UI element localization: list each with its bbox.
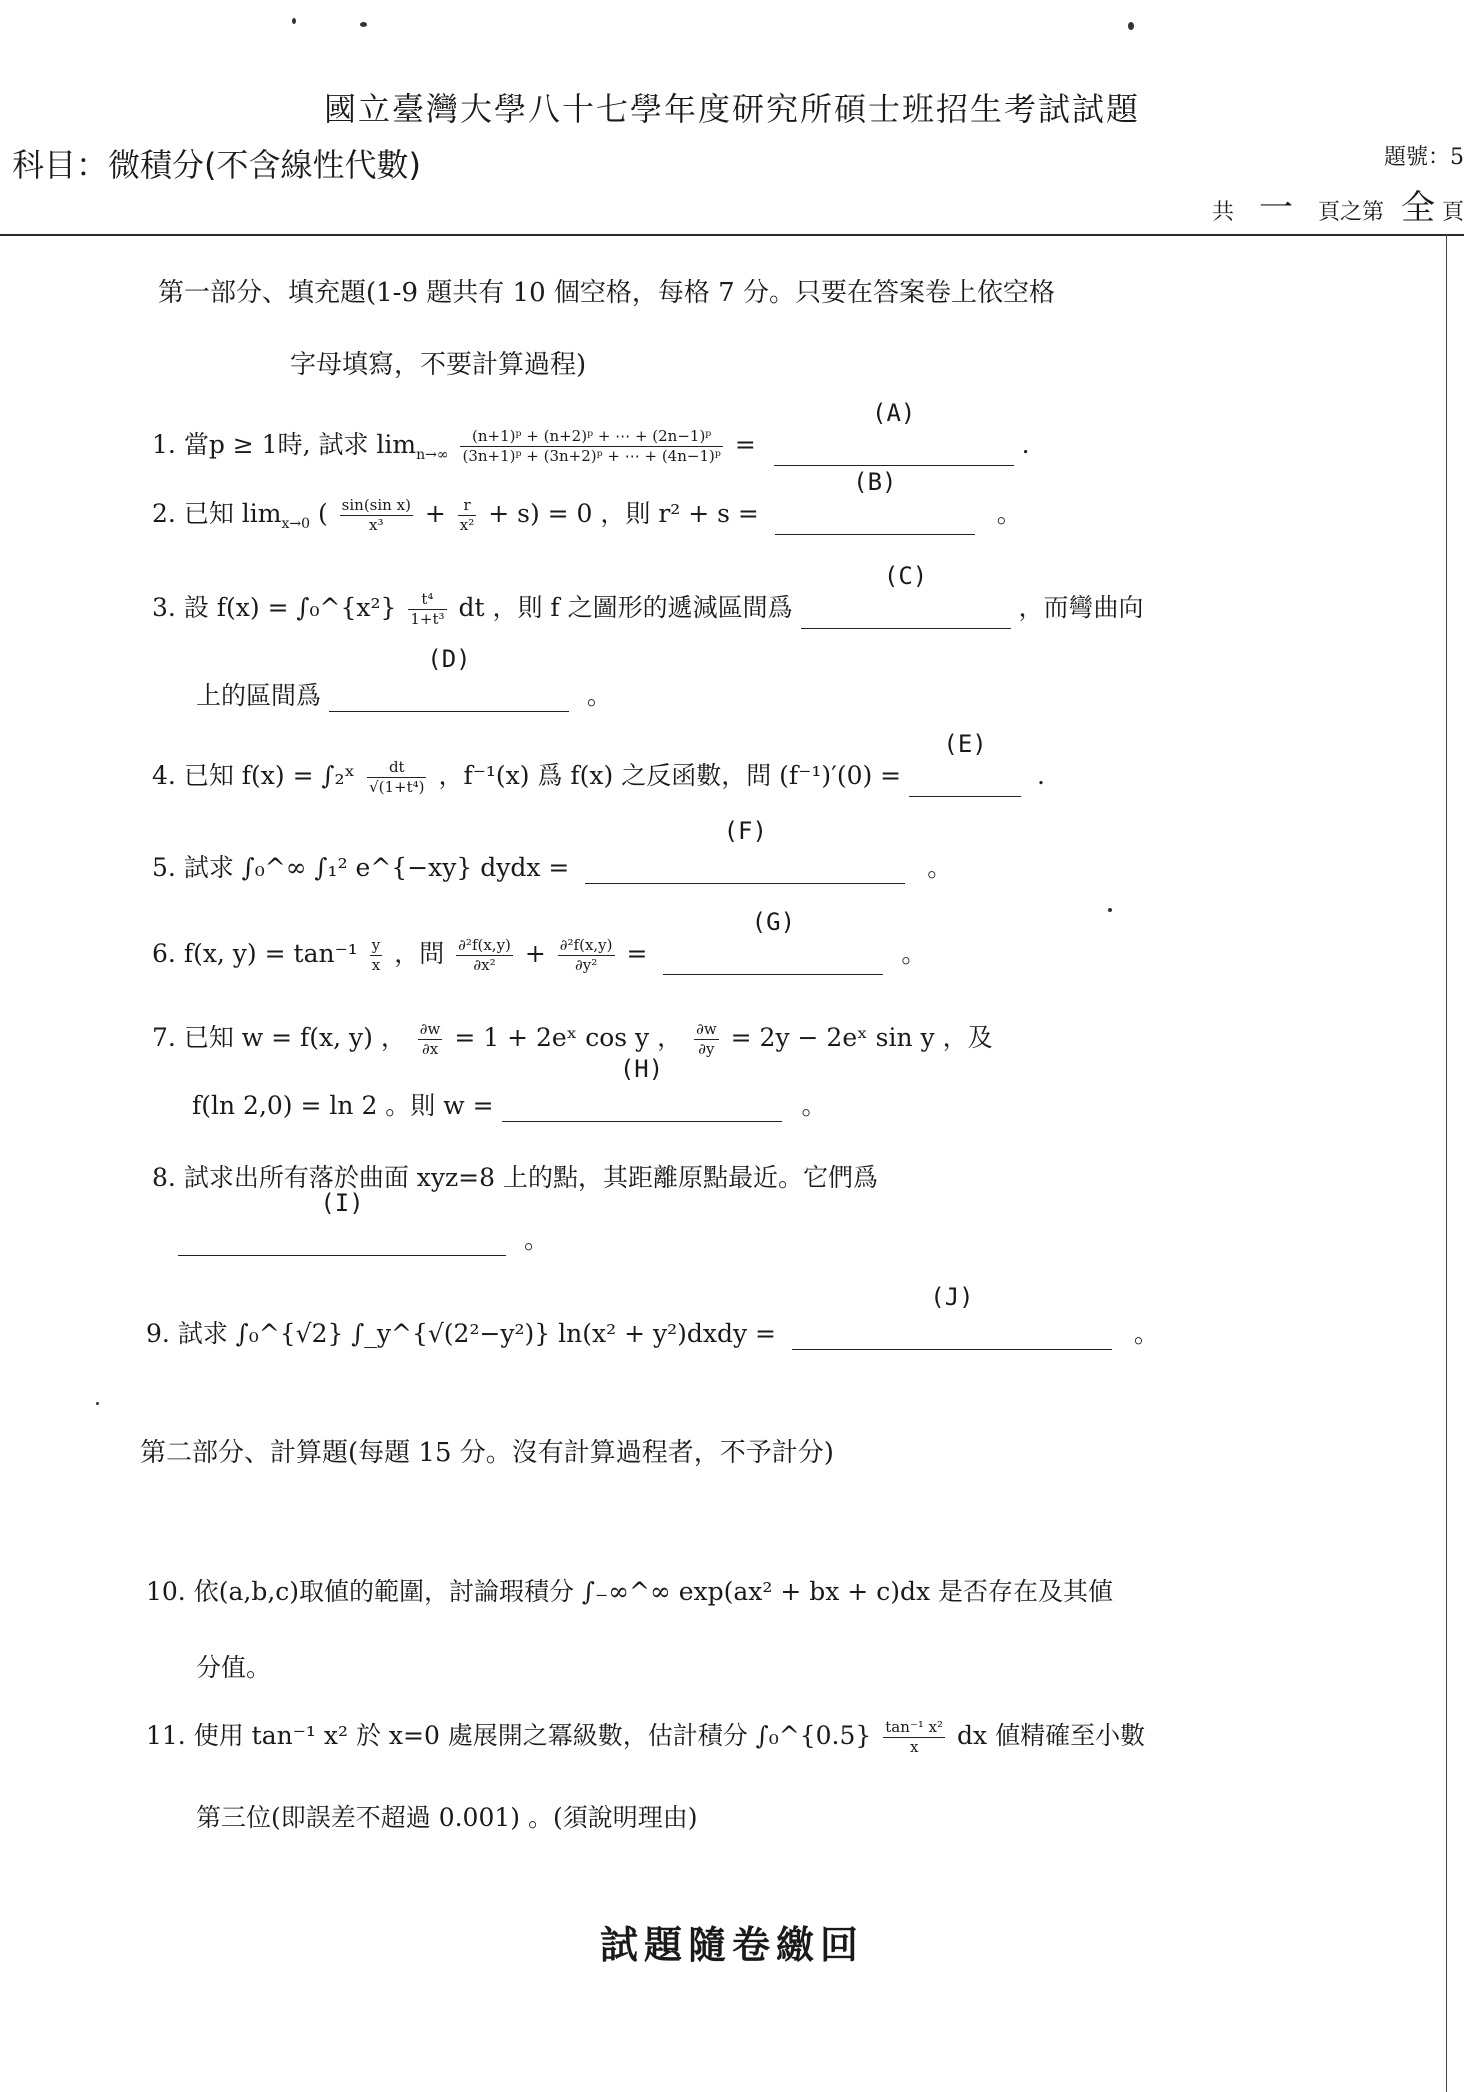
- part1-heading-line1: 第一部分、填充題(1-9 題共有 10 個空格，每格 7 分。只要在答案卷上依空格: [158, 278, 1055, 308]
- scan-speck: [1128, 22, 1134, 30]
- right-margin-line: [1446, 234, 1447, 2092]
- part2-heading: 第二部分、計算題(每題 15 分。沒有計算過程者，不予計分): [140, 1438, 834, 1468]
- pages-suffix: 頁: [1441, 200, 1464, 225]
- question-11-line2: 第三位(即誤差不超過 0.001) 。(須說明理由): [196, 1803, 698, 1832]
- question-1: 1. 當p ≥ 1時, 試求 $\lim_{n\to\infty}$ $\frac{\text{(n+1)ᵖ + (n+2)ᵖ + ⋯ + (2n−1)ᵖ}}{\text{(3n+1)ᵖ + (3n+2)ᵖ + ⋯ + (4n−1)ᵖ}}$ = (A) .: [152, 398, 1030, 465]
- answer-blank-C: (C): [801, 598, 1011, 629]
- answer-blank-B: (B): [775, 504, 975, 535]
- answer-blank-D: (D): [329, 681, 569, 712]
- question-5: 5. 試求 ∫₀^∞ ∫₁² e^{−xy} dydx = (F) 。: [152, 817, 953, 882]
- question-7-line2: f(ln 2,0) = ln 2 。則 w = (H) 。: [192, 1055, 827, 1120]
- question-11: 11. 使用 tan⁻¹ x² 於 x=0 處展開之冪級數，估計積分 ∫₀^{0.5} $\frac{\text{tan⁻¹ x²}}{x}$ dx 値精確至小數: [146, 1718, 1146, 1756]
- pages-prefix: 共: [1211, 200, 1234, 225]
- header-divider: [0, 234, 1464, 236]
- part1-heading-line2: 字母填寫，不要計算過程): [290, 350, 587, 380]
- answer-blank-G: (G): [663, 944, 883, 975]
- question-3: 3. 設 f(x) = ∫₀^{x²} $\frac{\text{t⁴}}{\text{1+t³}}$ dt ，則 f 之圖形的遞減區間爲 (C) ，而彎曲向: [152, 561, 1144, 628]
- question-9: 9. 試求 ∫₀^{√2} ∫_y^{√(2²−y²)} ln(x² + y²)dxdy = (J) 。: [146, 1283, 1159, 1348]
- scan-speck: [360, 22, 367, 27]
- question-number: 題號：5: [1384, 145, 1464, 170]
- question-10-line2: 分值。: [196, 1653, 272, 1682]
- page-count: [1212, 180, 1464, 229]
- question-4: 4. 已知 f(x) = ∫₂ˣ $\frac{dt}{\text{√(1+t⁴)}}$ ，f⁻¹(x) 爲 f(x) 之反函數，問 (f⁻¹)′(0) = (E) .: [152, 729, 1045, 796]
- scan-speck: [1108, 908, 1112, 912]
- question-10: 10. 依(a,b,c)取値的範圍，討論瑕積分 ∫₋∞^∞ exp(ax² + bx + c)dx 是否存在及其値: [146, 1577, 1114, 1606]
- scan-speck: [96, 1402, 99, 1405]
- scan-speck: [292, 18, 296, 24]
- pages-mid: 頁之第: [1317, 200, 1384, 225]
- answer-blank-F: (F): [585, 853, 905, 884]
- answer-blank-J: (J): [792, 1319, 1112, 1350]
- answer-blank-A: (A): [774, 435, 1014, 466]
- question-7: 7. 已知 w = f(x, y) ， $\frac{\partial w}{\partial x}$ = 1 + 2eˣ cos y ， $\frac{\partial w}{\partial y}$ = 2y − 2eˣ sin y ，及: [152, 1020, 993, 1058]
- question-8-line2: (I) 。: [178, 1220, 549, 1256]
- question-3-line2: 上的區間爲 (D) 。: [196, 645, 612, 710]
- footer-return-notice: 試題隨卷繳回: [599, 1922, 864, 1967]
- question-8: 8. 試求出所有落於曲面 xyz=8 上的點，其距離原點最近。它們爲: [152, 1163, 878, 1192]
- q1-fraction: $\frac{\text{(n+1)ᵖ + (n+2)ᵖ + ⋯ + (2n−1)ᵖ}}{\text{(3n+1)ᵖ + (3n+2)ᵖ + ⋯ + (4n−1)ᵖ}}$: [462, 427, 721, 465]
- answer-blank-I: (I): [178, 1225, 506, 1256]
- question-2: 2. 已知 $\lim_{x\to 0}$ ( $\frac{\text{sin(sin x)}}{\text{x³}}$ + $\frac{r}{\text{x²}}$ + s) = 0 ，則 r² + s = (B) 。: [152, 467, 1022, 534]
- exam-title: 國立臺灣大學八十七學年度研究所碩士班招生考試試題: [323, 90, 1140, 128]
- pages-total: 一: [1258, 188, 1293, 228]
- answer-blank-H: (H): [502, 1091, 782, 1122]
- question-6: 6. f(x, y) = tan⁻¹ $\frac{y}{x}$ ，問 $\frac{\text{∂²f(x,y)}}{\text{∂x²}}$ + $\frac{\text{∂²f(x,y)}}{\text{∂y²}}$ = (G) 。: [152, 907, 927, 974]
- answer-blank-E: (E): [909, 766, 1021, 797]
- subject-label: 科目：微積分(不含線性代數): [12, 146, 421, 184]
- pages-current: 全: [1400, 188, 1435, 228]
